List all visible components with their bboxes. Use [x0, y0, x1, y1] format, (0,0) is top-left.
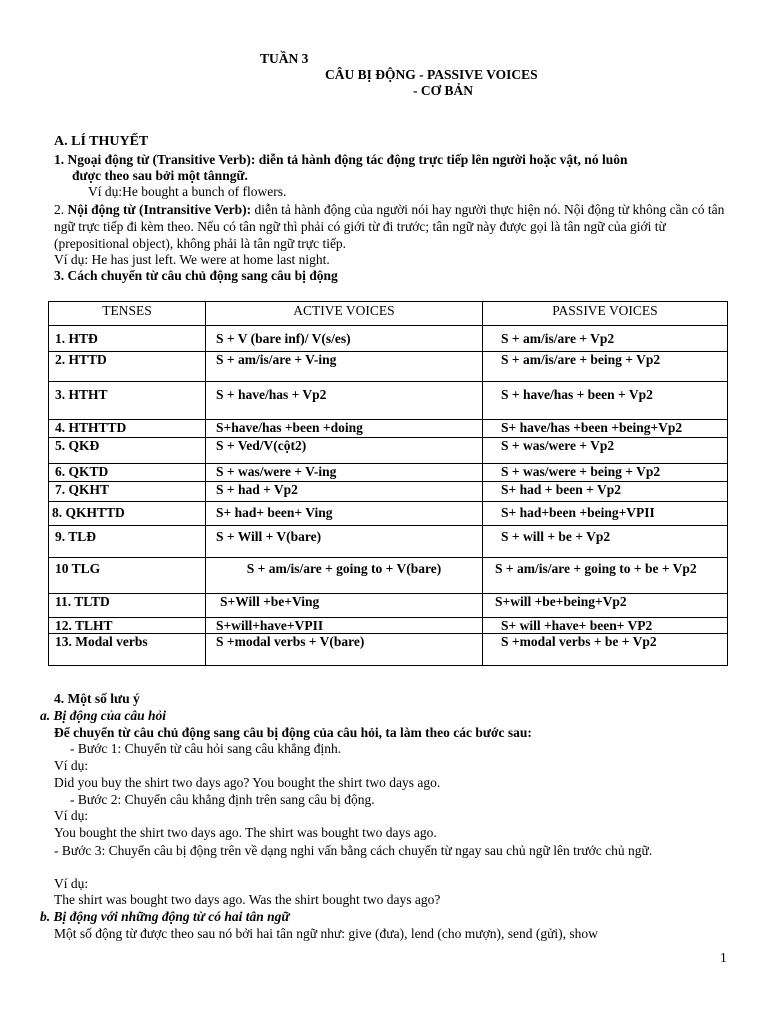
example-3: The shirt was bought two days ago. Was the shirt bought two days ago?: [54, 892, 441, 907]
section-4b-text: Một số động từ được theo sau nó bởi hai tân ngữ như: give (đưa), lend (cho mượn), send (gửi), show: [54, 926, 598, 941]
table-row: [49, 352, 728, 382]
paragraph-1-example: Ví dụ:He bought a bunch of flowers.: [88, 184, 287, 199]
active-cell: S + have/has + Vp2: [206, 382, 483, 420]
passive-cell: S +modal verbs + be + Vp2: [483, 634, 728, 666]
active-cell: S + Ved/V(cột2): [206, 438, 483, 464]
tense-cell: 8. QKHTTD: [49, 502, 206, 526]
paragraph-2: [54, 201, 734, 252]
active-cell: S+ had+ been+ Ving: [206, 502, 483, 526]
header-active: ACTIVE VOICES: [206, 302, 483, 326]
active-cell: S + was/were + V-ing: [206, 464, 483, 482]
example-label: Ví dụ:: [54, 808, 89, 823]
passive-cell: S+ will +have+ been+ VP2: [483, 618, 728, 634]
example-2: You bought the shirt two days ago. The shirt was bought two days ago.: [54, 825, 437, 840]
table-row: [49, 526, 728, 558]
active-cell: S+have/has +been +doing: [206, 420, 483, 438]
passive-cell: S + was/were + Vp2: [483, 438, 728, 464]
tense-cell: 4. HTHTTD: [49, 420, 206, 438]
section-a-heading: A. LÍ THUYẾT: [54, 134, 149, 149]
active-cell: S + Will + V(bare): [206, 526, 483, 558]
section-4-heading: 4. Một số lưu ý: [54, 691, 140, 706]
paragraph-2-prefix: 2.: [54, 202, 68, 217]
table-row: [49, 438, 728, 464]
week-label: TUẦN 3: [260, 51, 309, 66]
example-label: Ví dụ:: [54, 876, 89, 891]
paragraph-2-term: Nội động từ (Intransitive Verb):: [67, 202, 252, 217]
example-label: Ví dụ:: [54, 758, 89, 773]
passive-cell: S + am/is/are + going to + be + Vp2: [483, 558, 728, 594]
table-row: [49, 634, 728, 666]
page-title: CÂU BỊ ĐỘNG - PASSIVE VOICES: [325, 67, 538, 82]
table-row: [49, 464, 728, 482]
table-row: [49, 594, 728, 618]
step-3: - Bước 3: Chuyển câu bị động trên về dạng nghi vấn bằng cách chuyển từ ngay sau chủ ngữ lên trước chủ ngữ.: [54, 843, 653, 858]
passive-cell: S + am/is/are + Vp2: [483, 326, 728, 352]
table-row: [49, 502, 728, 526]
example-1: Did you buy the shirt two days ago? You bought the shirt two days ago.: [54, 775, 441, 790]
table-row: [49, 420, 728, 438]
tense-cell: 13. Modal verbs: [49, 634, 206, 666]
table-header-row: [49, 302, 728, 326]
table-row: [49, 382, 728, 420]
passive-cell: S + have/has + been + Vp2: [483, 382, 728, 420]
table-row: [49, 558, 728, 594]
header-passive: PASSIVE VOICES: [483, 302, 728, 326]
tense-cell: 12. TLHT: [49, 618, 206, 634]
tense-table: [48, 301, 728, 666]
active-cell: S+will+have+VPII: [206, 618, 483, 634]
active-cell: S+Will +be+Ving: [206, 594, 483, 618]
paragraph-1-line-2: được theo sau bởi một tânngữ.: [72, 168, 248, 183]
tense-cell: 10 TLG: [49, 558, 206, 594]
tense-cell: 7. QKHT: [49, 482, 206, 502]
active-cell: S + V (bare inf)/ V(s/es): [206, 326, 483, 352]
page-number: 1: [720, 950, 727, 965]
section-4a-heading: a. Bị động của câu hỏi: [40, 708, 167, 723]
paragraph-1-line-1: 1. Ngoại động từ (Transitive Verb): diễn tả hành động tác động trực tiếp lên người hoặc vật, nó luôn: [54, 152, 628, 167]
passive-cell: S+ had + been + Vp2: [483, 482, 728, 502]
active-cell: S + am/is/are + V-ing: [206, 352, 483, 382]
page-subtitle: - CƠ BẢN: [413, 83, 473, 98]
step-1: - Bước 1: Chuyển từ câu hỏi sang câu khẳng định.: [70, 741, 342, 756]
section-4b-heading: b. Bị động với những động từ có hai tân ngữ: [40, 909, 290, 924]
tense-cell: 6. QKTD: [49, 464, 206, 482]
passive-cell: S + will + be + Vp2: [483, 526, 728, 558]
table-row: [49, 326, 728, 352]
table-row: [49, 618, 728, 634]
table-row: [49, 482, 728, 502]
step-2: - Bước 2: Chuyển câu khẳng định trên sang câu bị động.: [70, 792, 375, 807]
active-cell: S + had + Vp2: [206, 482, 483, 502]
passive-cell: S + was/were + being + Vp2: [483, 464, 728, 482]
tense-cell: 11. TLTD: [49, 594, 206, 618]
section-4a-intro: Để chuyển từ câu chủ động sang câu bị động của câu hỏi, ta làm theo các bước sau:: [54, 725, 532, 740]
active-cell: S +modal verbs + V(bare): [206, 634, 483, 666]
active-cell: S + am/is/are + going to + V(bare): [206, 558, 483, 594]
header-tenses: TENSES: [49, 302, 206, 326]
paragraph-2-text: diễn tả hành động của người nói hay người thực hiện nó. Nội động từ không cần có tân ngữ trực tiếp đi kèm theo. Nếu có tân ngữ thì phải có giới từ đi trước; tân ngữ này được gọi là tân ngữ của giới từ (prepositional object), không phải là tân ngữ trực tiếp.: [54, 202, 725, 251]
paragraph-2-example: Ví dụ: He has just left. We were at home last night.: [54, 252, 330, 267]
passive-cell: S+ have/has +been +being+Vp2: [483, 420, 728, 438]
tense-cell: 3. HTHT: [49, 382, 206, 420]
tense-cell: 2. HTTD: [49, 352, 206, 382]
paragraph-3-heading: 3. Cách chuyển từ câu chủ động sang câu bị động: [54, 268, 338, 283]
passive-cell: S + am/is/are + being + Vp2: [483, 352, 728, 382]
tense-cell: 1. HTĐ: [49, 326, 206, 352]
passive-cell: S+ had+been +being+VPII: [483, 502, 728, 526]
tense-cell: 5. QKĐ: [49, 438, 206, 464]
passive-cell: S+will +be+being+Vp2: [483, 594, 728, 618]
tense-cell: 9. TLĐ: [49, 526, 206, 558]
